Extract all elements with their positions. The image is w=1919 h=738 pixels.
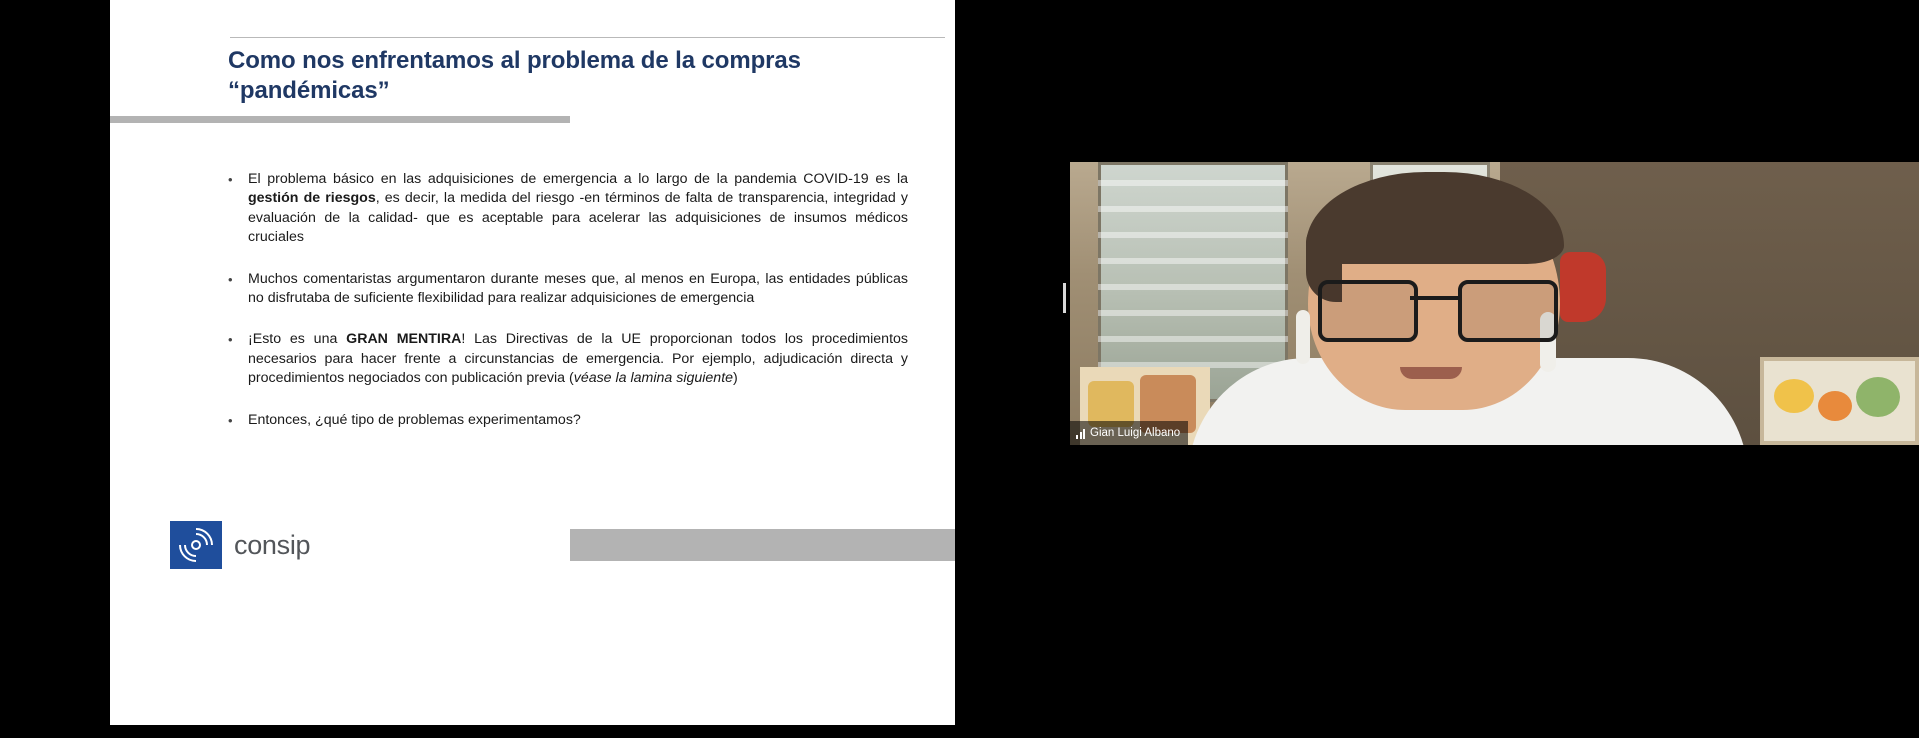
slide-canvas: [110, 0, 955, 725]
list-item: [218, 411, 908, 430]
title-divider-line: [230, 37, 945, 38]
red-object-decor: [1560, 252, 1606, 322]
presentation-slide[interactable]: [110, 0, 955, 738]
bullet-text-part: El problema básico en las adquisiciones de emergencia a lo largo de la pandemia COVID-19 es la: [248, 171, 908, 187]
list-item: [218, 170, 908, 248]
participant-name-badge: [1070, 421, 1188, 445]
framed-picture-decor: [1760, 357, 1919, 445]
bullet-text-part: ! Las Directivas de la UE proporcionan todos los procedimientos necesarios para hacer frente a circunstancias de emergencia. Por ejemplo, adjudicación directa y procedimientos negociados con publicación previa (: [248, 331, 908, 387]
bullet-text-part: ): [733, 370, 738, 387]
video-participant-tile[interactable]: [1070, 162, 1919, 445]
bullet-text-emphasis: GRAN MENTIRA: [346, 331, 462, 348]
window-blinds-decor: [1098, 162, 1288, 402]
consip-logo-text: consip: [234, 529, 311, 560]
bullet-marker: •: [228, 172, 233, 187]
earphone-left: [1296, 310, 1310, 364]
eyeglasses: [1318, 280, 1554, 336]
title-accent-bar: [110, 116, 570, 123]
panel-drag-handle[interactable]: [1063, 283, 1066, 313]
bullet-text-part: Entonces, ¿qué tipo de problemas experimentamos?: [248, 411, 581, 428]
participant-name-label: Gian Luigi Albano: [1090, 427, 1181, 439]
participant-mouth: [1400, 367, 1462, 379]
slide-footer-bar: [570, 529, 955, 561]
bullet-text-emphasis: gestión de riesgos: [248, 190, 376, 207]
consip-logo: [170, 521, 310, 569]
bullet-text-part: Muchos comentaristas argumentaron durante meses que, al menos en Europa, las entidades públicas no disfrutaba de suficiente flexibilidad para realizar adquisiciones de emergencia: [248, 270, 908, 307]
consip-logo-mark: [170, 521, 222, 569]
bullet-text-part: ¡Esto es una: [248, 331, 347, 348]
bullet-marker: •: [228, 412, 233, 428]
microphone-level-icon: [1076, 428, 1085, 439]
slide-title: Como nos enfrentamos al problema de la compras “pandémicas”: [228, 47, 801, 104]
list-item: [218, 270, 908, 309]
left-letterbox: [0, 0, 110, 738]
bullet-text-italic: véase la lamina siguiente: [573, 370, 734, 387]
bullet-marker: •: [228, 332, 233, 348]
bullet-text-part: , es decir, la medida del riesgo -en términos de falta de transparencia, integridad y evaluación de la calidad- que es aceptable para acelerar las adquisiciones de insumos médicos cruciales: [248, 190, 908, 246]
bottom-letterbox: [110, 725, 955, 738]
list-item: [218, 330, 908, 388]
slide-bullet-list: [218, 170, 908, 430]
bullet-marker: •: [228, 271, 233, 287]
